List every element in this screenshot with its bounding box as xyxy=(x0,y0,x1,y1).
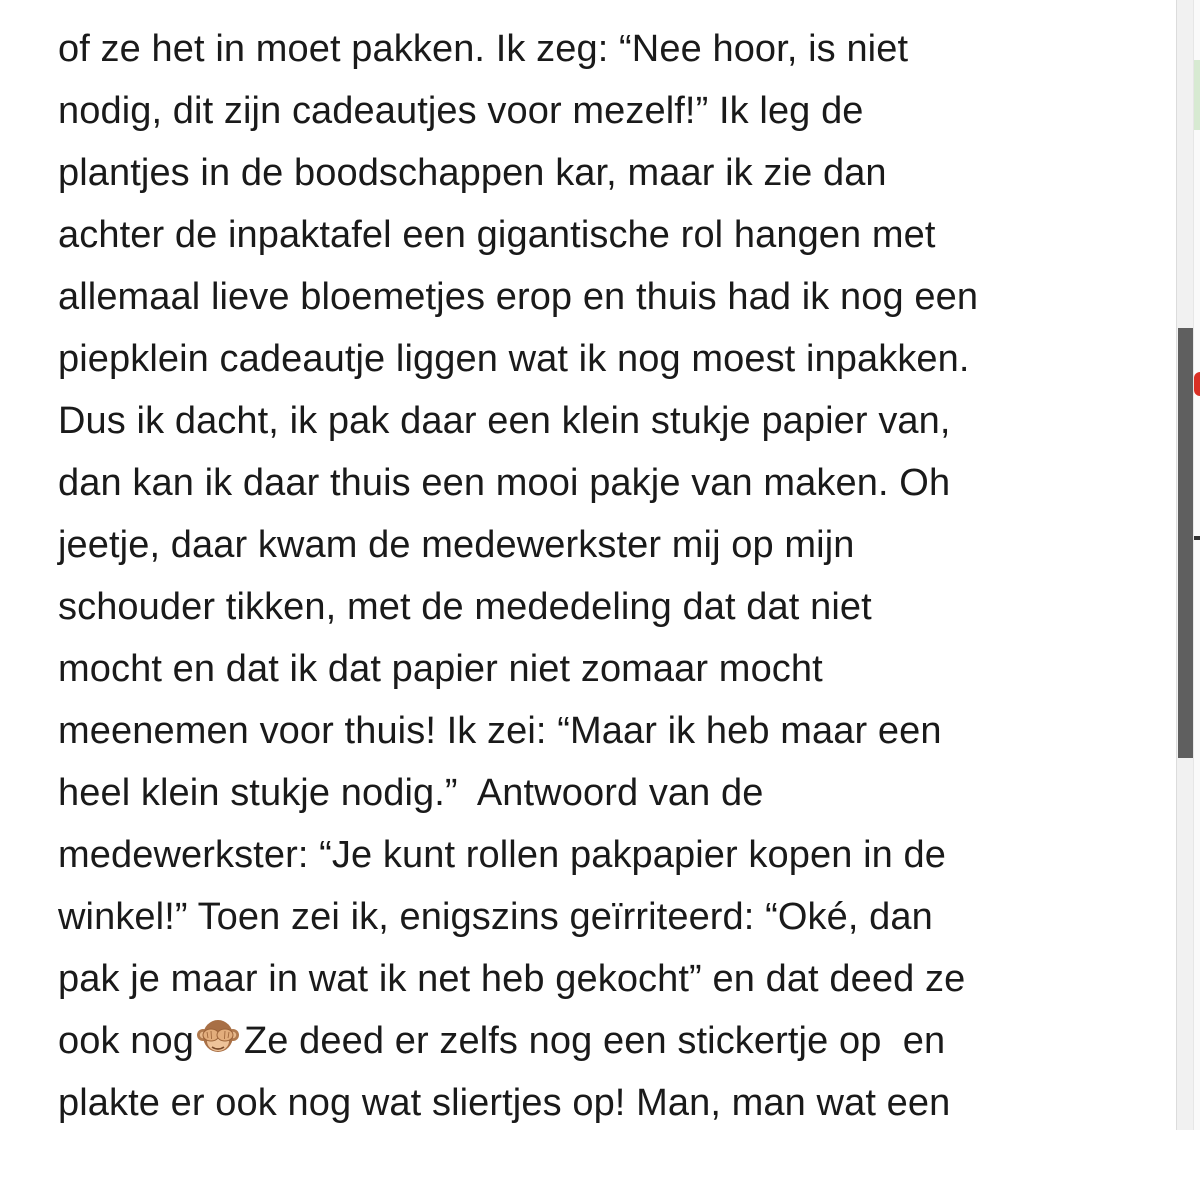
text-line: plantjes in de boodschappen kar, maar ik zie dan xyxy=(58,152,887,194)
text-line: pak je maar in wat ik net heb gekocht” en dat deed ze xyxy=(58,958,966,1000)
text-line: medewerkster: “Je kunt rollen pakpapier kopen in de xyxy=(58,834,947,876)
text-line: piepklein cadeautje liggen wat ik nog moest inpakken. xyxy=(58,338,970,380)
text-line: of ze het in moet pakken. Ik zeg: “Nee hoor, is niet xyxy=(58,28,909,70)
text-line: Dus ik dacht, ik pak daar een klein stukje papier van, xyxy=(58,400,951,442)
see-no-evil-monkey-icon xyxy=(196,1015,240,1059)
emoji-line-after: Ze deed er zelfs nog een stickertje op en xyxy=(243,1020,946,1062)
text-line: mocht en dat ik dat papier niet zomaar mocht xyxy=(58,648,823,690)
emoji-line-before: ook nog xyxy=(58,1020,194,1062)
text-line: jeetje, daar kwam de medewerkster mij op mijn xyxy=(58,524,855,566)
text-line: schouder tikken, met de mededeling dat dat niet xyxy=(58,586,872,628)
text-line: dan kan ik daar thuis een mooi pakje van maken. Oh xyxy=(58,462,951,504)
adjacent-panel-highlight xyxy=(1194,60,1200,130)
adjacent-panel-edge xyxy=(1193,0,1200,1130)
text-line: meenemen voor thuis! Ik zei: “Maar ik heb maar een xyxy=(58,710,942,752)
bottom-area xyxy=(0,1130,1200,1185)
article-body xyxy=(58,18,1168,1130)
adjacent-panel-red-marker xyxy=(1194,372,1200,396)
adjacent-panel-dark-marker xyxy=(1194,536,1200,540)
text-line: allemaal lieve bloemetjes erop en thuis had ik nog een xyxy=(58,276,979,318)
scrollbar-thumb[interactable] xyxy=(1178,328,1194,758)
text-line: plakte er ook nog wat sliertjes op! Man, man wat een xyxy=(58,1082,951,1124)
text-line: heel klein stukje nodig.” Antwoord van de xyxy=(58,772,764,814)
text-line: achter de inpaktafel een gigantische rol hangen met xyxy=(58,214,936,256)
text-line-with-emoji xyxy=(58,1010,1168,1072)
text-line: winkel!” Toen zei ik, enigszins geïrriteerd: “Oké, dan xyxy=(58,896,933,938)
text-line: nodig, dit zijn cadeautjes voor mezelf!” Ik leg de xyxy=(58,90,864,132)
